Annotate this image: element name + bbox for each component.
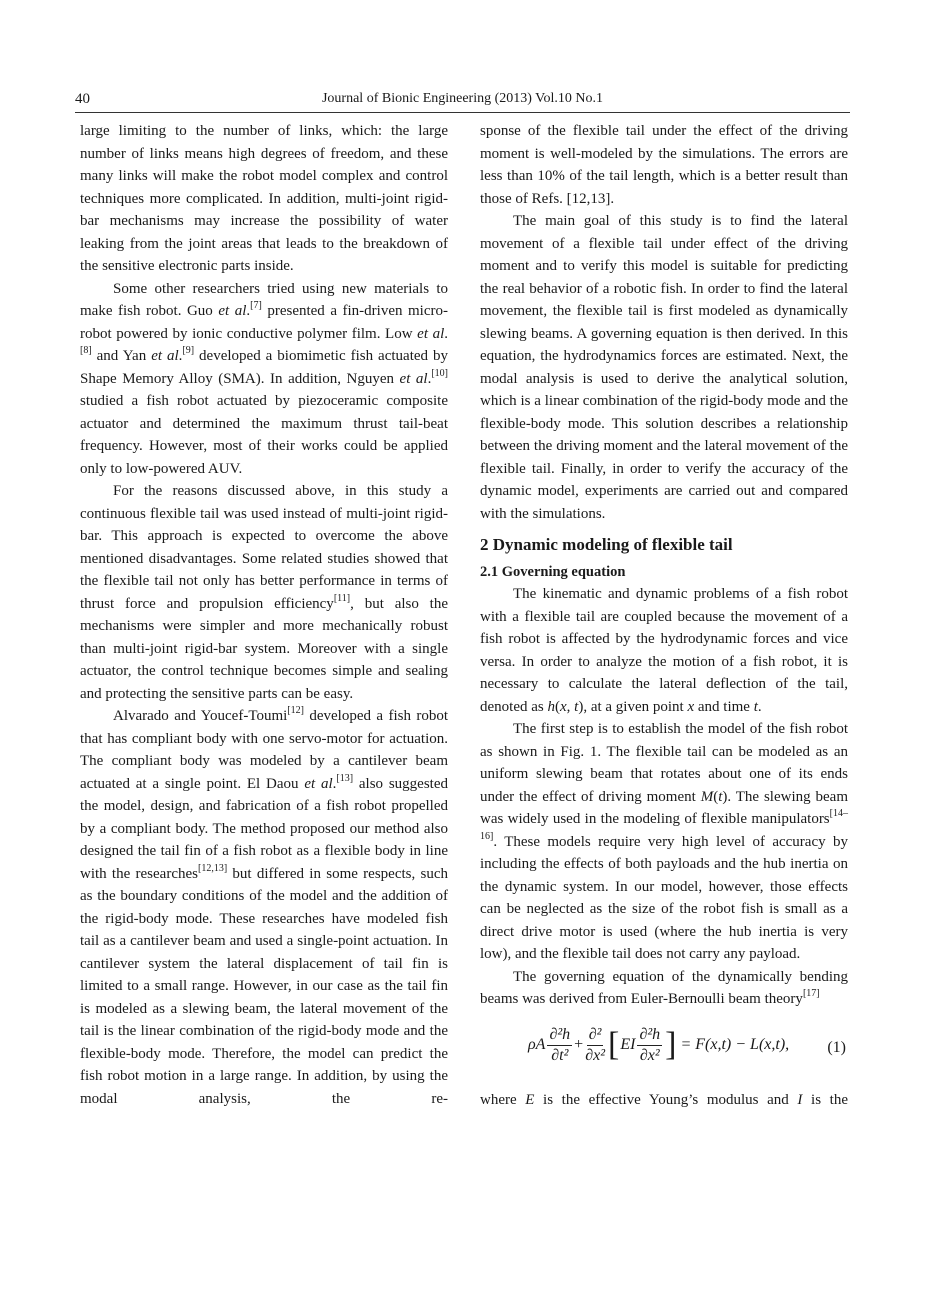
text-run: ), at a given point	[578, 698, 688, 715]
subsection-heading: 2.1 Governing equation	[480, 564, 626, 580]
section-heading: 2 Dynamic modeling of flexible tail	[480, 535, 733, 554]
text-run: is the effective Young’s modulus and	[534, 1091, 798, 1108]
paragraph	[480, 718, 848, 966]
eq-den: ∂t²	[551, 1046, 569, 1064]
text-run: and Yan	[91, 348, 152, 364]
paragraph	[480, 210, 848, 525]
left-paragraphs	[80, 120, 448, 1110]
citation: [12]	[287, 705, 304, 716]
eq-bracket-open: [	[608, 1026, 620, 1063]
paragraph	[480, 966, 848, 1011]
eq-bracket-close: ]	[665, 1026, 677, 1063]
italic-text: et al	[151, 348, 179, 364]
paragraph	[80, 278, 448, 481]
text-run: sponse of the flexible tail under the effect of the driving moment is well-modeled by the simulations. The errors are less than 10% of the tail length, which is a better result than those of Refs. [12,13].	[480, 123, 848, 207]
text-run: large limiting to the number of links, which: the large number of links means high degrees of freedom, and these many links will make the robot model complex and control techniques more complicated. In addition, multi-joint rigid-bar mechanisms may increase the possibility of water leaking from the joint areas that leads to the breakdown of the sensitive electronic parts inside.	[80, 123, 448, 274]
text-run: .	[427, 370, 432, 387]
right-paragraphs-body	[480, 583, 848, 1011]
citation: [9]	[182, 345, 195, 356]
citation: [7]	[250, 300, 262, 311]
eq-rho-a: ρA	[528, 1035, 546, 1053]
text-run: .	[246, 303, 251, 319]
paragraph	[480, 120, 848, 210]
eq-num: ∂²h	[547, 1025, 572, 1046]
text-run: Alvarado and Youcef-Toumi	[113, 708, 288, 724]
header-rule	[75, 112, 850, 113]
italic-text: et al	[218, 303, 247, 319]
text-run: ,	[566, 698, 575, 715]
italic-text: x	[559, 698, 567, 715]
left-column	[80, 120, 448, 1110]
paragraph	[80, 705, 448, 1110]
eq-fraction-time	[547, 1025, 572, 1066]
text-run: .	[178, 348, 183, 364]
text-run: Some other researchers tried using new materials to make fish robot. Guo	[80, 280, 448, 319]
eq-den: ∂x²	[639, 1046, 660, 1064]
eq-ei: EI	[620, 1035, 636, 1053]
text-run: For the reasons discussed above, in this study a continuous flexible tail was used instead of multi-joint rigid-bar. This approach is expected to overcome the above mentioned disadvantages. Some related studies showed that the flexible tail not only has better performance in terms of thrust force and propulsion efficiency	[80, 483, 448, 612]
citation: [11]	[333, 592, 351, 604]
italic-text: E	[525, 1091, 535, 1108]
text-run: , but also the mechanisms were simpler and more mechanically robust than multi-joint rigid-bar system. Moreover with a single actuator, the control technique becomes simple and sealing and protecting the sensitive parts can be easy.	[80, 595, 449, 702]
eq-fraction-space	[585, 1025, 605, 1066]
eq-num: ∂²	[587, 1025, 604, 1046]
equation-number: (1)	[827, 1038, 846, 1056]
text-run: (	[713, 788, 719, 805]
paragraph	[480, 583, 848, 718]
italic-text: t	[753, 698, 758, 715]
citation: [13]	[336, 772, 354, 784]
text-run: and time	[694, 698, 754, 715]
citation: [10]	[431, 367, 448, 379]
italic-text: I	[797, 1091, 803, 1108]
italic-text: x	[687, 698, 695, 715]
eq-plus: +	[574, 1035, 584, 1053]
italic-text: t	[718, 788, 723, 805]
text-run: ). The slewing beam was widely used in the modeling of flexible manipulators	[480, 788, 848, 827]
text-run: presented a fin-driven micro-robot powered by ionic conductive polymer film. Low	[80, 303, 448, 342]
text-run: but differed in some respects, such as the boundary conditions of the model and the addition of the rigid-body mode. These researches have modeled fish tail as a cantilever beam and used a single-point actuation. In cantilever system the lateral displacement of tail fin is limited to a small range. However, in our case as the tail fin is modeled as a slewing beam, the lateral movement of the tail is the linear combination of the rigid-body mode and the flexible-body mode. Therefore, the model can predict the fish robot motion in a large range. In addition, by using the modal analysis, the re-	[80, 865, 448, 1107]
citation: [8]	[80, 345, 92, 356]
eq-num: ∂²h	[637, 1025, 662, 1046]
text-run: studied a fish robot actuated by piezoceramic composite actuator and determined the maximum thrust tail-beat frequency. However, most of their works could be applied only to low-powered AUV.	[80, 393, 448, 477]
eq-rhs: = F(x,t) − L(x,t),	[680, 1035, 790, 1053]
paragraph	[480, 1089, 848, 1112]
text-run: developed a fish robot that has compliant body with one servo-motor for actuation. The compliant body was modeled by a cantilever beam actuated at a single point. El Daou	[80, 708, 449, 792]
text-run: The governing equation of the dynamically bending beams was derived from Euler-Bernoulli beam theory	[480, 968, 848, 1007]
right-paragraphs-after-eq	[480, 1089, 848, 1112]
text-run: The kinematic and dynamic problems of a fish robot with a flexible tail are coupled because the movement of a fish robot is affected by the hydrodynamic forces and vice versa. In order to analyze the motion of a fish robot, it is necessary to calculate the lateral deflection of the tail, denoted as	[480, 586, 848, 715]
text-run: also suggested the model, design, and fabrication of a fish robot propelled by a compliant body. The method proposed our method also designed the tail fin of a fish robot as a flexible body in line with the researches	[80, 775, 448, 882]
text-run: . These models require very high level of accuracy by including the effects of both payloads and the hub inertia on the dynamic system. In our model, however, those effects can be neglected as the size of the robot fish is small as a direct drive motor is used (where the hub inertia is very low), and the flexible tail does not carry any payload.	[480, 833, 848, 962]
equation-1	[480, 1019, 848, 1087]
text-run: The first step is to establish the model of the fish robot as shown in Fig. 1. The flexible tail can be modeled as an uniform slewing beam that rotates about one of its ends under the effect of driving moment	[480, 721, 848, 805]
text-run: .	[444, 325, 448, 342]
citation: [12,13]	[197, 862, 228, 874]
paragraph	[80, 120, 448, 278]
text-run: where	[480, 1091, 526, 1108]
text-run: developed a biomimetic fish actuated by Shape Memory Alloy (SMA). In addition, Nguyen	[80, 348, 448, 387]
text-run: The main goal of this study is to find the lateral movement of a flexible tail under effect of the driving moment and to verify this model is suitable for predicting the real behavior of a robotic fish. In order to find the lateral movement, the flexible tail is first modeled as dynamically slewing beams. A governing equation is then derived. In this equation, the hydrodynamics forces are estimated. Next, the modal analysis is used to derive the analytical solution, which is a linear combination of the rigid-body mode and the flexible-body mode. This solution describes a relationship between the driving moment and the lateral movement of the flexible tail. Finally, in order to verify the accuracy of the dynamic model, experiments are carried out and compared with the simulations.	[480, 213, 848, 522]
text-run: (	[554, 698, 560, 715]
italic-text: t	[574, 698, 579, 715]
italic-text: et al	[399, 370, 428, 387]
text-run: .	[332, 775, 337, 792]
eq-fraction-curvature	[637, 1025, 662, 1066]
text-run: is the	[802, 1091, 848, 1108]
paragraph	[80, 480, 448, 705]
citation: [14–16]	[480, 808, 848, 842]
italic-text: et al	[417, 325, 445, 342]
italic-text: h	[547, 698, 555, 715]
citation: [17]	[802, 988, 820, 999]
page-number: 40	[75, 91, 90, 107]
eq-den: ∂x²	[585, 1046, 605, 1064]
right-paragraphs-intro	[480, 120, 848, 525]
journal-header: Journal of Bionic Engineering (2013) Vol.10 No.1	[321, 91, 603, 106]
right-column	[480, 120, 848, 1111]
italic-text: M	[700, 788, 714, 805]
italic-text: et al	[304, 775, 333, 792]
text-run: .	[757, 698, 762, 715]
